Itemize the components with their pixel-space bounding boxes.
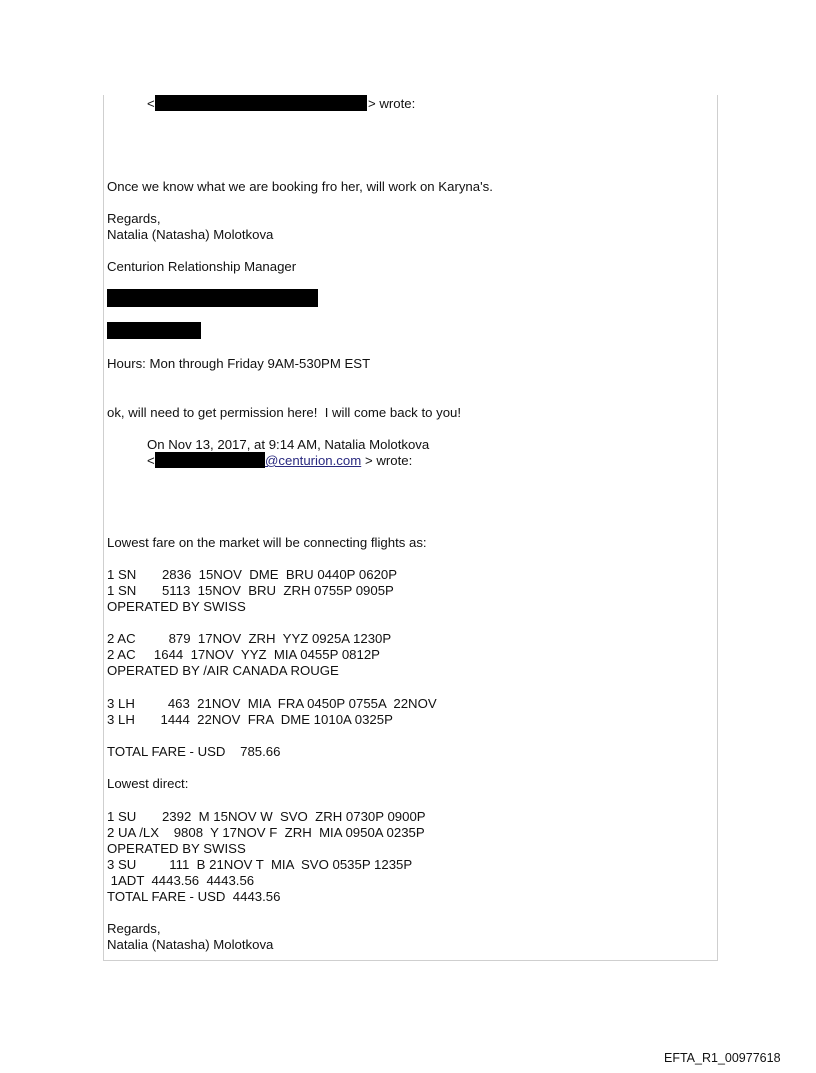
itinerary-line: 2 AC 1644 17NOV YYZ MIA 0455P 0812P [107,647,380,662]
fares-intro: Lowest fare on the market will be connecting flights as: [107,535,427,550]
redacted-email-block [155,95,367,111]
itinerary-line: 3 LH 1444 22NOV FRA DME 1010A 0325P [107,712,393,727]
quote-wrote-text: > wrote: [368,96,416,111]
reply2-body: ok, will need to get permission here! I will come back to you! [107,405,462,420]
reply1-signature-title: Centurion Relationship Manager [107,259,297,274]
reply2-open-bracket: < [147,453,155,468]
closing-signature-name: Natalia (Natasha) Molotkova [107,937,274,952]
itinerary-line: OPERATED BY /AIR CANADA ROUGE [107,663,339,678]
itinerary-line: OPERATED BY SWISS [107,599,246,614]
itinerary-line: 1 SN 2836 15NOV DME BRU 0440P 0620P [107,567,398,582]
reply1-body: Once we know what we are booking fro her, will work on Karyna's. [107,179,493,194]
itinerary-line: 3 LH 463 21NOV MIA FRA 0450P 0755A 22NOV [107,696,437,711]
document-id: EFTA_R1_00977618 [664,1051,781,1065]
itinerary-line: 2 AC 879 17NOV ZRH YYZ 0925A 1230P [107,631,392,646]
total-fare-direct: TOTAL FARE - USD 4443.56 [107,889,281,904]
redacted-email-local-part [155,452,265,468]
direct-itinerary-line: 1ADT 4443.56 4443.56 [107,873,255,888]
total-fare-connecting: TOTAL FARE - USD 785.66 [107,744,281,759]
email-domain-link[interactable]: @centurion.com [265,453,362,468]
direct-itinerary-line: 1 SU 2392 M 15NOV W SVO ZRH 0730P 0900P [107,809,426,824]
reply1-regards: Regards, [107,211,161,226]
direct-itinerary-line: 3 SU 111 B 21NOV T MIA SVO 0535P 1235P [107,857,413,872]
reply2-wrote-text: > wrote: [365,453,413,468]
direct-itinerary-line: OPERATED BY SWISS [107,841,246,856]
reply1-hours: Hours: Mon through Friday 9AM-530PM EST [107,356,371,371]
itinerary-line: 1 SN 5113 15NOV BRU ZRH 0755P 0905P [107,583,394,598]
quote-open-bracket: < [147,96,155,111]
redacted-contact-block [107,289,318,307]
reply2-on-date-line: On Nov 13, 2017, at 9:14 AM, Natalia Molotkova [147,437,430,452]
closing-regards: Regards, [107,921,161,936]
direct-itinerary-line: 2 UA /LX 9808 Y 17NOV F ZRH MIA 0950A 0235P [107,825,425,840]
lowest-direct-label: Lowest direct: [107,776,189,791]
redacted-phone-block [107,322,201,339]
reply1-signature-name: Natalia (Natasha) Molotkova [107,227,274,242]
